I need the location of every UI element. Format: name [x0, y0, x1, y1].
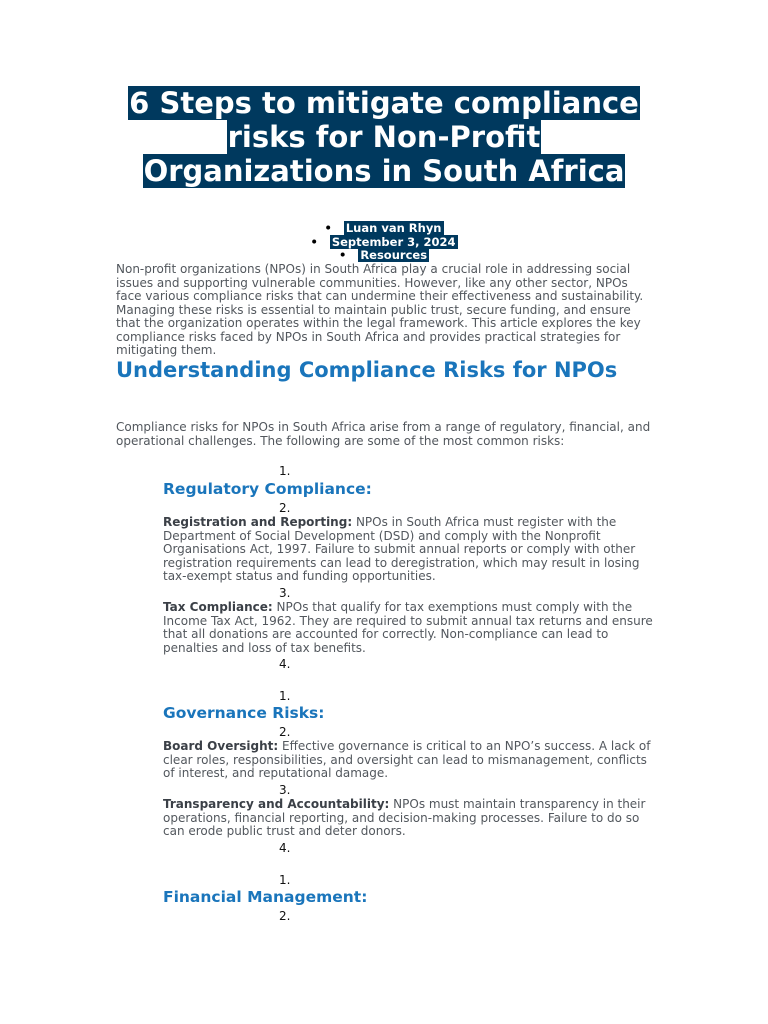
meta-date [116, 236, 652, 250]
financial-management-heading: Financial Management: [163, 888, 368, 906]
list-number: 2. [279, 501, 291, 515]
list-number: 3. [279, 783, 291, 797]
section-intro-paragraph: Compliance risks for NPOs in South Africa arise from a range of regulatory, financial, and operational challenges. The following are some of the most common risks: [116, 420, 651, 448]
meta-category [116, 249, 652, 263]
list-number: 2. [279, 909, 291, 923]
board-oversight-item [163, 740, 655, 781]
intro-paragraph: Non-profit organizations (NPOs) in South Africa play a crucial role in addressing social issues and supporting vulnerable communities. However, like any other sector, NPOs face various compliance risks that can undermine their effectiveness and sustainability. Managing these risks is essential to maintain public trust, secure funding, and ensure that the organization operates within the legal framework. This article explores the key compliance risks faced by NPOs in South Africa and provides practical strategies for mitigating them. [116, 262, 644, 357]
transparency-accountability-item [163, 798, 655, 839]
item-label: Board Oversight: [163, 739, 279, 753]
item-text: NPOs that qualify for tax exemptions must comply with the Income Tax Act, 1962. They are required to submit annual tax returns and ensure that all donations are accounted for correctly. Non-compliance can lead to penalties and loss of tax benefits. [163, 600, 653, 655]
item-label: Tax Compliance: [163, 600, 273, 614]
section-heading: Understanding Compliance Risks for NPOs [116, 358, 618, 382]
article-title-text: 6 Steps to mitigate compliance risks for Non-Profit Organizations in South Africa [129, 86, 639, 188]
bullet-dot: • [324, 221, 332, 235]
list-number: 1. [279, 464, 291, 478]
item-text: NPOs in South Africa must register with the Department of Social Development (DSD) and comply with the Nonprofit Organisations Act, 1997. Failure to submit annual reports or comply with other registration requirements can lead to deregistration, which may result in losing tax-exempt status and funding opportunities. [163, 515, 640, 583]
list-number: 1. [279, 873, 291, 887]
governance-risks-heading: Governance Risks: [163, 704, 325, 722]
bullet-dot: • [338, 248, 347, 262]
list-number: 3. [279, 586, 291, 600]
list-number: 2. [279, 725, 291, 739]
list-number: 1. [279, 689, 291, 703]
list-number: 4. [279, 841, 291, 855]
item-text: Effective governance is critical to an NPO’s success. A lack of clear roles, responsibilities, and oversight can lead to mismanagement, conflicts of interest, and reputational damage. [163, 739, 651, 780]
item-label: Registration and Reporting: [163, 515, 353, 529]
publish-date: September 3, 2024 [331, 234, 456, 249]
item-text: NPOs must maintain transparency in their operations, financial reporting, and decision-making processes. Failure to do so can erode public trust and deter donors. [163, 797, 646, 838]
list-number: 4. [279, 657, 291, 671]
author-name[interactable]: Luan van Rhyn [345, 221, 442, 235]
regulatory-compliance-heading: Regulatory Compliance: [163, 480, 372, 498]
tax-compliance-item [163, 601, 655, 655]
registration-reporting-item [163, 516, 655, 584]
category-link[interactable]: Resources [360, 248, 428, 262]
article-title [116, 86, 652, 188]
item-label: Transparency and Accountability: [163, 797, 390, 811]
meta-author [116, 222, 652, 236]
article-meta-list [116, 222, 652, 263]
bullet-dot: • [310, 234, 318, 249]
